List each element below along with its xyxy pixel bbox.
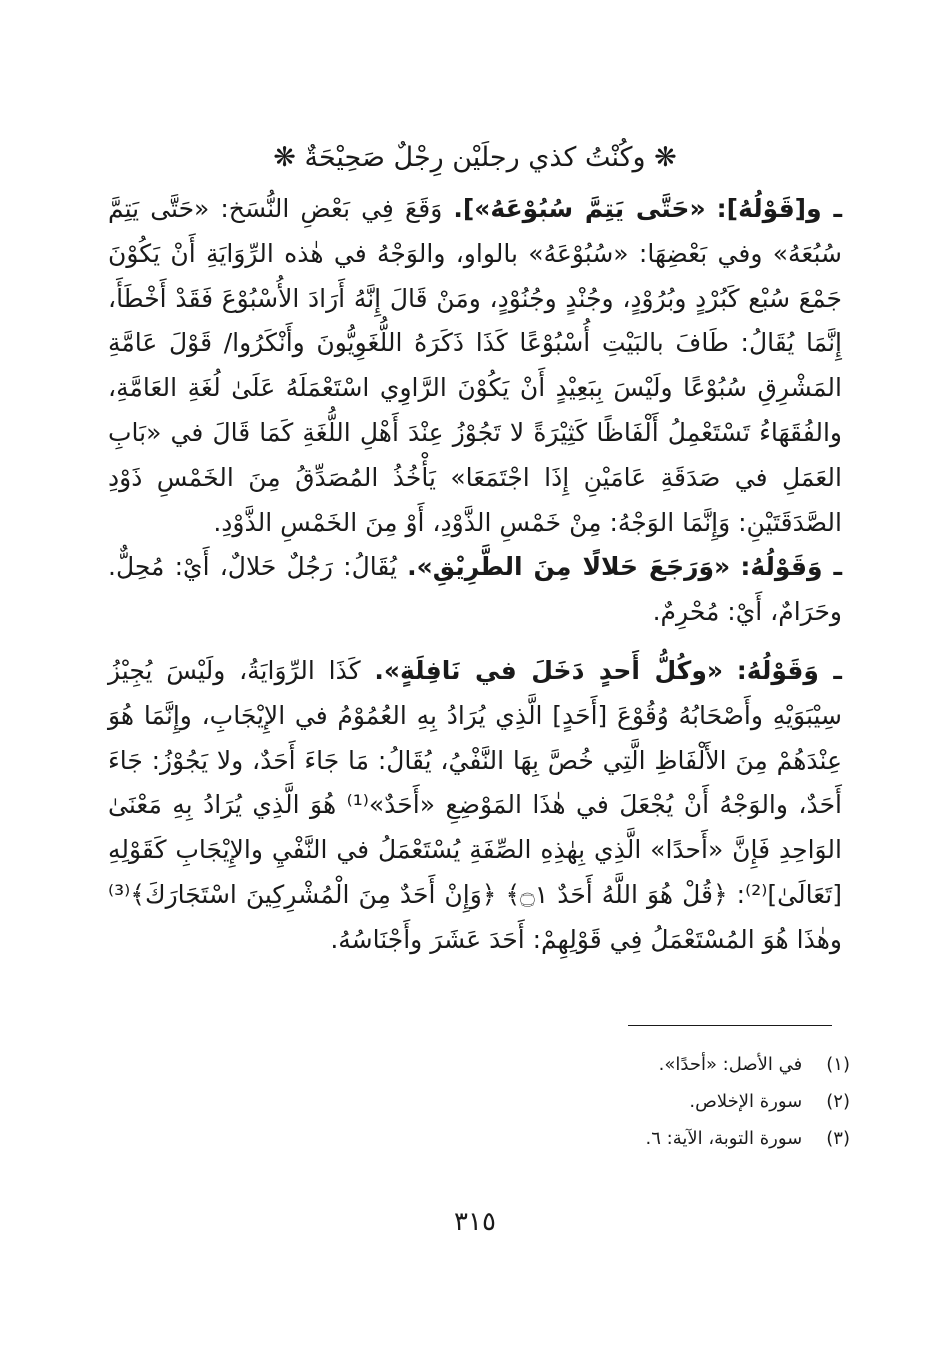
- paragraph-lead: ـ و[قَوْلُهُ]:: [716, 194, 843, 223]
- footnote: [330, 1083, 850, 1120]
- paragraph: [108, 187, 842, 545]
- footnote-number: (٣): [826, 1128, 850, 1149]
- paragraph-quote: «حَتَّى يَتِمَّ سُبُوْعَهُ»].: [453, 194, 706, 223]
- footnote-number: (١): [826, 1054, 850, 1075]
- paragraph-quote: «وكُلُّ أَحدٍ دَخَلَ في نَافِلَةٍ».: [374, 655, 724, 685]
- paragraph: [108, 649, 842, 963]
- paragraph-quote: «وَرَجَعَ حَلالًا مِنَ الطَّرِيْقِ».: [407, 552, 731, 582]
- page-number: ٣١٥: [454, 1207, 496, 1237]
- main-text: [108, 187, 842, 963]
- paragraph-text: كَذَا الرِّوَايَةُ، ولَيْسَ يُجِيْزُ سِيْبَوَيْهِ وأَصْحَابُهُ وُقُوْعَ [أَحَدٍ] الَّذِي يُرَادُ بِهِ العُمُوْمُ في الإِيْجَابِ، وإِنَّمَا هُوَ عِنْدَهُمْ مِنَ الأَلْفَاظِ الَّتِي خُصَّ بِهَا النَّفْيُ، يُقَالُ: مَا جَاءَ أَحَدٌ، ولا يَجُوْزُ: جَاءَ أَحَدٌ، والوَجْهُ أَنْ يُجْعَلَ في هٰذَا المَوْضِعِ «أَحَدٌ»⁽¹⁾ هُوَ الَّذِي يُرَادُ بِهِ مَعْنَىٰ الوَاحِدِ فَإِنَّ «أَحدًا» الَّذِي بِهٰذِهِ الصِّفَةِ يُسْتَعْمَلُ في النَّفْيِ والإِيْجَابِ كَقَوْلِهِ [تَعَالَىٰ]⁽²⁾: ﴿قُلْ هُوَ اللَّهُ أَحَدٌ ۝١﴾ ﴿وَإِنْ أَحَدٌ مِنَ الْمُشْرِكِينَ اسْتَجَارَكَ﴾⁽³⁾ وهٰذَا هُوَ المُسْتَعْمَلُ فِي قَوْلِهِمْ: أَحَدَ عَشَرَ وأَجْنَاسُهُ.: [108, 655, 842, 954]
- footnote-text: في الأصل: «أحدًا».: [658, 1054, 803, 1075]
- footnote-divider: [628, 1025, 832, 1026]
- footnote-text: سورة التوبة، الآية: ٦.: [645, 1128, 803, 1149]
- paragraph-lead: ـ وَقَوْلُهُ:: [736, 655, 842, 685]
- footnote: [330, 1120, 850, 1157]
- paragraph: [108, 545, 842, 635]
- paragraph-text: وَقَعَ فِي بَعْضِ النُّسَخ: «حَتَّى يَتِمَّ سُبُعَهُ» وفي بَعْضِهَا: «سُبُوْعَهُ» بالواو، والوَجْهُ في هٰذه الرِّوَايَةِ أَنْ يَكُوْنَ جَمْعَ سُبْع كَبُرْدٍ وبُرُوْدٍ، وجُنْدٍ وجُنُوْدٍ، ومَنْ قَالَ إِنَّهُ أَرَادَ الأُسْبُوْعَ فَقَدْ أَخْطَأَ، إِنَّمَا يُقَالُ: طَافَ بالبَيْتِ أُسْبُوْعًا كَذَا ذَكَرَهُ اللُّغَوِيُّونَ وأَنْكَرُوا/ قَوْلَ عَامَّةِ المَشْرِقِ سُبُوْعًا ولَيْسَ بِبَعِيْدٍ أَنْ يَكُوْنَ الرَّاوِي اسْتَعْمَلَهُ عَلَىٰ لُغَةِ العَامَّةِ، والفُقَهَاءُ تَسْتَعْمِلُ أَلْفَاظًا كَثِيْرَةً لا تَجُوْزُ عِنْدَ أَهْلِ اللُّغَةِ كَمَا قَالَ في «بَابِ العَمَلِ في صَدَقَةِ عَامَيْنِ إِذَا اجْتَمَعَا» يَأْخُذُ المُصَدِّقُ مِنَ الخَمْسِ ذَوْدِ الصَّدَقَتَيْنِ: وَإِنَّمَا الوَجْهُ: مِنْ خَمْسِ الذَّوْدِ، أَوْ مِنَ الخَمْسِ الذَّوْدِ.: [108, 194, 842, 537]
- section-heading: ❋ وكُنْتُ كذي رجلَيْن رِجْلٌ صَحِيْحَةٌ ❋: [273, 142, 677, 173]
- footnote-text: سورة الإخلاص.: [689, 1091, 803, 1112]
- footnote: [330, 1046, 850, 1083]
- paragraph-lead: ـ وَقَوْلُهُ:: [740, 552, 842, 582]
- footnotes: [330, 1046, 850, 1157]
- paragraph-text: يُقَالُ: رَجُلٌ حَلالٌ، أَيْ: مُحِلٌّ. وحَرَامٌ، أَيْ: مُحْرِمٌ.: [108, 552, 842, 627]
- footnote-number: (٢): [826, 1091, 850, 1112]
